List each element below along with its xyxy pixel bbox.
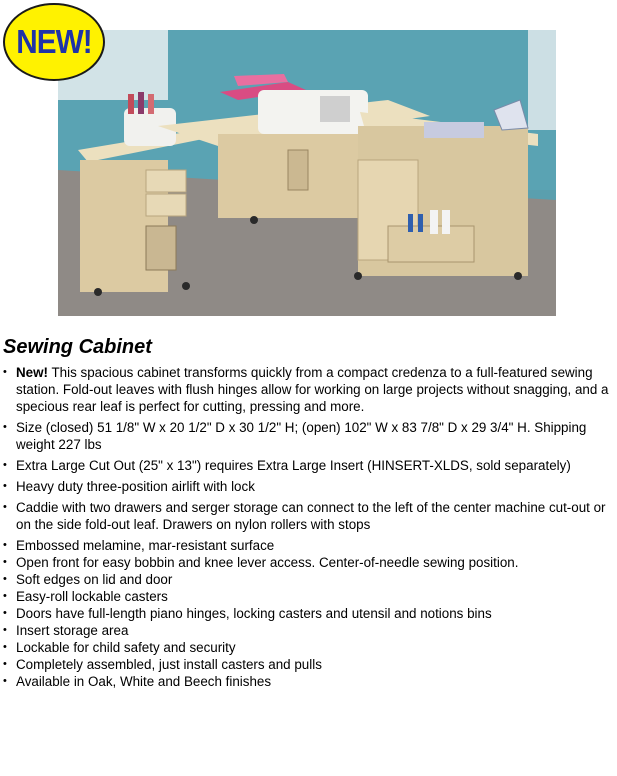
new-label: New!: [16, 365, 48, 380]
bullet-icon: •: [3, 459, 7, 471]
list-item: [3, 656, 615, 673]
feature-text: Extra Large Cut Out (25" x 13") requires Extra Large Insert (HINSERT-XLDS, sold separately): [16, 458, 571, 473]
new-badge: [2, 2, 106, 82]
feature-text: Insert storage area: [16, 623, 129, 638]
feature-text: Completely assembled, just install casters and pulls: [16, 657, 322, 672]
list-item: [3, 457, 615, 474]
feature-text: Heavy duty three-position airlift with lock: [16, 479, 255, 494]
feature-text: Lockable for child safety and security: [16, 640, 236, 655]
list-item: [3, 639, 615, 656]
bullet-icon: •: [3, 607, 7, 619]
bullet-icon: •: [3, 658, 7, 670]
bullet-icon: •: [3, 480, 7, 492]
badge-text: NEW!: [16, 23, 92, 60]
list-item: [3, 499, 615, 533]
bullet-icon: •: [3, 501, 7, 513]
feature-text: Soft edges on lid and door: [16, 572, 173, 587]
bullet-icon: •: [3, 624, 7, 636]
bullet-icon: •: [3, 556, 7, 568]
list-item: [3, 673, 615, 690]
list-item: [3, 478, 615, 495]
feature-list: [3, 364, 615, 690]
feature-text: Open front for easy bobbin and knee lever access. Center-of-needle sewing position.: [16, 555, 519, 570]
bullet-icon: •: [3, 573, 7, 585]
list-item: [3, 419, 615, 453]
feature-text: Size (closed) 51 1/8" W x 20 1/2" D x 30 1/2" H; (open) 102" W x 83 7/8" D x 29 3/4" H. Shipping weight 227 lbs: [16, 420, 587, 452]
product-photo: [58, 30, 556, 316]
feature-text: Available in Oak, White and Beech finishes: [16, 674, 272, 689]
list-item: [3, 364, 615, 415]
sewing-cabinet-illustration: [58, 30, 556, 316]
feature-text: Embossed melamine, mar-resistant surface: [16, 538, 275, 553]
feature-text: Easy-roll lockable casters: [16, 589, 168, 604]
list-item: [3, 588, 615, 605]
feature-text: Caddie with two drawers and serger storage can connect to the left of the center machine cut-out or on the side fold-out leaf. Drawers on nylon rollers with stops: [16, 500, 606, 532]
list-item: [3, 537, 615, 554]
list-item: [3, 554, 615, 571]
list-item: [3, 622, 615, 639]
bullet-icon: •: [3, 675, 7, 687]
bullet-icon: •: [3, 421, 7, 433]
list-item: [3, 571, 615, 588]
bullet-icon: •: [3, 590, 7, 602]
bullet-icon: •: [3, 539, 7, 551]
product-title: Sewing Cabinet: [3, 336, 152, 358]
feature-text: Doors have full-length piano hinges, locking casters and utensil and notions bins: [16, 606, 492, 621]
list-item: [3, 605, 615, 622]
bullet-icon: •: [3, 641, 7, 653]
bullet-icon: •: [3, 366, 7, 378]
feature-text: This spacious cabinet transforms quickly from a compact credenza to a full-featured sewing station. Fold-out leaves with flush hinges allow for working on large projects without snagging, and a specious rear leaf is perfect for cutting, pressing and more.: [16, 365, 609, 414]
